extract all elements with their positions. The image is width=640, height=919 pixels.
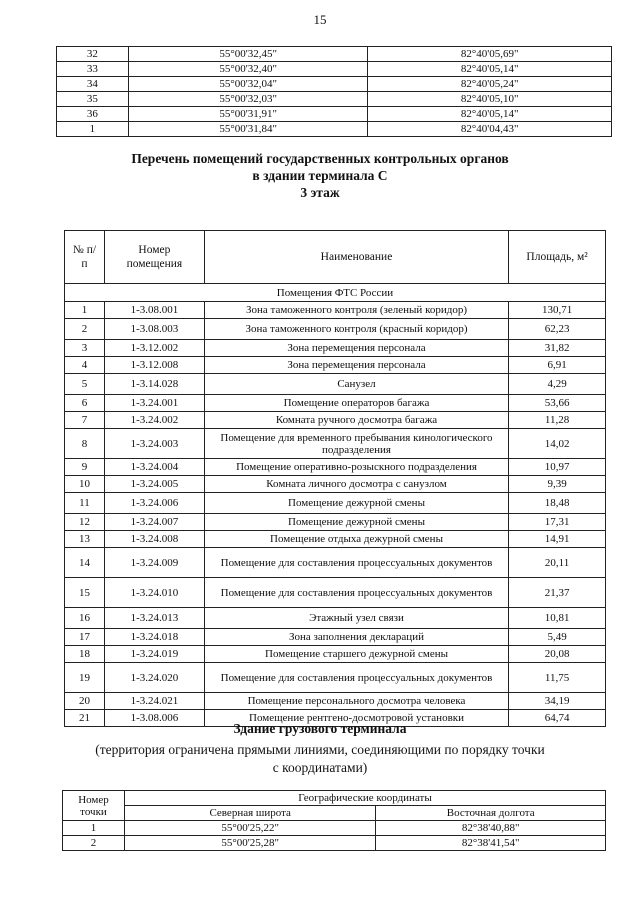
- room-code: 1-3.24.019: [104, 646, 204, 663]
- room-code: 1-3.24.020: [104, 663, 204, 693]
- point-number: 1: [63, 821, 125, 836]
- point-number: 33: [57, 62, 129, 77]
- row-number: 4: [65, 357, 105, 374]
- room-code: 1-3.24.018: [104, 629, 204, 646]
- room-code: 1-3.24.006: [104, 493, 204, 514]
- room-name: Помещение для составления процессуальных документов: [204, 548, 508, 578]
- table-row: [57, 47, 612, 62]
- room-area: 64,74: [509, 710, 606, 727]
- longitude: 82°40'04,43": [368, 122, 612, 137]
- group-label: Помещения ФТС России: [65, 284, 606, 302]
- cargo-title: Здание грузового терминала: [233, 721, 407, 736]
- row-number: 20: [65, 693, 105, 710]
- room-name: Зона перемещения персонала: [204, 357, 508, 374]
- room-name: Помещение для составления процессуальных документов: [204, 663, 508, 693]
- table-row: [65, 340, 606, 357]
- row-number: 3: [65, 340, 105, 357]
- room-code: 1-3.08.006: [104, 710, 204, 727]
- room-area: 14,02: [509, 429, 606, 459]
- header-room-number: Номер помещения: [104, 231, 204, 284]
- room-code: 1-3.24.007: [104, 514, 204, 531]
- point-number: 2: [63, 836, 125, 851]
- room-area: 10,81: [509, 608, 606, 629]
- group-row: [65, 284, 606, 302]
- cargo-coordinates-table: [62, 790, 606, 851]
- rooms-table-body: [65, 284, 606, 727]
- room-area: 53,66: [509, 395, 606, 412]
- longitude: 82°40'05,24": [368, 77, 612, 92]
- table-row: [65, 319, 606, 340]
- header-geo-coordinates: Географические координаты: [124, 791, 605, 806]
- room-area: 4,29: [509, 374, 606, 395]
- latitude: 55°00'31,91": [128, 107, 368, 122]
- latitude: 55°00'25,28": [124, 836, 375, 851]
- table-row: [57, 62, 612, 77]
- table-row: [65, 608, 606, 629]
- header-point-number: Номер точки: [63, 791, 125, 821]
- latitude: 55°00'32,03": [128, 92, 368, 107]
- row-number: 11: [65, 493, 105, 514]
- room-name: Этажный узел связи: [204, 608, 508, 629]
- room-code: 1-3.24.002: [104, 412, 204, 429]
- latitude: 55°00'31,84": [128, 122, 368, 137]
- room-code: 1-3.24.001: [104, 395, 204, 412]
- table-row: [65, 693, 606, 710]
- cargo-header-row-2: [63, 806, 606, 821]
- row-number: 15: [65, 578, 105, 608]
- room-name: Помещение рентгено-досмотровой установки: [204, 710, 508, 727]
- row-number: 21: [65, 710, 105, 727]
- table-row: [65, 302, 606, 319]
- room-area: 11,75: [509, 663, 606, 693]
- room-name: Комната ручного досмотра багажа: [204, 412, 508, 429]
- row-number: 6: [65, 395, 105, 412]
- room-name: Помещение для временного пребывания кинологического подразделения: [204, 429, 508, 459]
- room-code: 1-3.14.028: [104, 374, 204, 395]
- section-title-line-1: Перечень помещений государственных контрольных органов: [131, 151, 509, 166]
- table-row: [57, 77, 612, 92]
- header-name: Наименование: [204, 231, 508, 284]
- rooms-table: [64, 230, 606, 727]
- point-number: 1: [57, 122, 129, 137]
- room-name: Помещение для составления процессуальных документов: [204, 578, 508, 608]
- table-row: [65, 578, 606, 608]
- table-row: [65, 531, 606, 548]
- rooms-table-header-row: [65, 231, 606, 284]
- point-number: 34: [57, 77, 129, 92]
- room-area: 34,19: [509, 693, 606, 710]
- table-row: [65, 429, 606, 459]
- room-code: 1-3.24.013: [104, 608, 204, 629]
- table-row: [65, 629, 606, 646]
- row-number: 9: [65, 459, 105, 476]
- row-number: 14: [65, 548, 105, 578]
- longitude: 82°40'05,69": [368, 47, 612, 62]
- room-name: Помещение персонального досмотра человека: [204, 693, 508, 710]
- row-number: 13: [65, 531, 105, 548]
- cargo-subtitle-line-1: (территория ограничена прямыми линиями, соединяющими по порядку точки: [95, 742, 545, 757]
- room-code: 1-3.12.002: [104, 340, 204, 357]
- room-area: 5,49: [509, 629, 606, 646]
- header-longitude: Восточная долгота: [376, 806, 606, 821]
- cargo-coordinates-body: [63, 821, 606, 851]
- cargo-subtitle-line-2: с координатами): [272, 760, 368, 775]
- room-code: 1-3.24.003: [104, 429, 204, 459]
- room-area: 31,82: [509, 340, 606, 357]
- row-number: 18: [65, 646, 105, 663]
- longitude: 82°40'05,10": [368, 92, 612, 107]
- row-number: 16: [65, 608, 105, 629]
- longitude: 82°38'41,54": [376, 836, 606, 851]
- header-area: Площадь, м²: [509, 231, 606, 284]
- row-number: 17: [65, 629, 105, 646]
- table-row: [65, 514, 606, 531]
- point-number: 35: [57, 92, 129, 107]
- table-row: [65, 412, 606, 429]
- row-number: 12: [65, 514, 105, 531]
- room-name: Зона таможенного контроля (красный коридор): [204, 319, 508, 340]
- latitude: 55°00'32,04": [128, 77, 368, 92]
- room-area: 20,11: [509, 548, 606, 578]
- room-area: 130,71: [509, 302, 606, 319]
- row-number: 2: [65, 319, 105, 340]
- room-code: 1-3.08.003: [104, 319, 204, 340]
- table-row: [57, 107, 612, 122]
- room-code: 1-3.24.009: [104, 548, 204, 578]
- room-name: Помещение старшего дежурной смены: [204, 646, 508, 663]
- longitude: 82°40'05,14": [368, 62, 612, 77]
- room-area: 62,23: [509, 319, 606, 340]
- point-number: 36: [57, 107, 129, 122]
- cargo-header-row-1: [63, 791, 606, 806]
- table-row: [65, 476, 606, 493]
- room-name: Помещение операторов багажа: [204, 395, 508, 412]
- room-name: Помещение дежурной смены: [204, 493, 508, 514]
- row-number: 1: [65, 302, 105, 319]
- latitude: 55°00'25,22": [124, 821, 375, 836]
- room-code: 1-3.24.005: [104, 476, 204, 493]
- latitude: 55°00'32,40": [128, 62, 368, 77]
- table-row: [63, 836, 606, 851]
- room-area: 20,08: [509, 646, 606, 663]
- table-row: [65, 646, 606, 663]
- page-number: 15: [313, 12, 327, 27]
- table-row: [65, 459, 606, 476]
- header-latitude: Северная широта: [124, 806, 375, 821]
- room-area: 6,91: [509, 357, 606, 374]
- table-row: [65, 357, 606, 374]
- section-title-line-2: в здании терминала С: [252, 168, 388, 183]
- row-number: 19: [65, 663, 105, 693]
- table-row: [65, 395, 606, 412]
- room-name: Зона заполнения деклараций: [204, 629, 508, 646]
- room-area: 18,48: [509, 493, 606, 514]
- row-number: 10: [65, 476, 105, 493]
- room-area: 9,39: [509, 476, 606, 493]
- room-name: Помещение оперативно-розыскного подразделения: [204, 459, 508, 476]
- table-row: [65, 493, 606, 514]
- coordinates-table-continuation: [56, 46, 612, 137]
- room-code: 1-3.24.021: [104, 693, 204, 710]
- latitude: 55°00'32,45": [128, 47, 368, 62]
- section-title-line-3: 3 этаж: [300, 185, 340, 200]
- room-name: Зона таможенного контроля (зеленый коридор): [204, 302, 508, 319]
- room-code: 1-3.24.004: [104, 459, 204, 476]
- point-number: 32: [57, 47, 129, 62]
- room-code: 1-3.08.001: [104, 302, 204, 319]
- longitude: 82°38'40,88": [376, 821, 606, 836]
- room-name: Помещение отдыха дежурной смены: [204, 531, 508, 548]
- coordinates-table-body: [57, 47, 612, 137]
- table-row: [65, 374, 606, 395]
- room-area: 11,28: [509, 412, 606, 429]
- room-area: 10,97: [509, 459, 606, 476]
- room-name: Санузел: [204, 374, 508, 395]
- table-row: [57, 122, 612, 137]
- row-number: 8: [65, 429, 105, 459]
- table-row: [57, 92, 612, 107]
- room-code: 1-3.12.008: [104, 357, 204, 374]
- room-name: Помещение дежурной смены: [204, 514, 508, 531]
- table-row: [65, 548, 606, 578]
- room-area: 14,91: [509, 531, 606, 548]
- room-code: 1-3.24.008: [104, 531, 204, 548]
- table-row: [63, 821, 606, 836]
- room-code: 1-3.24.010: [104, 578, 204, 608]
- room-area: 21,37: [509, 578, 606, 608]
- longitude: 82°40'05,14": [368, 107, 612, 122]
- table-row: [65, 663, 606, 693]
- room-name: Комната личного досмотра с санузлом: [204, 476, 508, 493]
- row-number: 5: [65, 374, 105, 395]
- header-no: № п/п: [65, 231, 105, 284]
- row-number: 7: [65, 412, 105, 429]
- room-name: Зона перемещения персонала: [204, 340, 508, 357]
- room-area: 17,31: [509, 514, 606, 531]
